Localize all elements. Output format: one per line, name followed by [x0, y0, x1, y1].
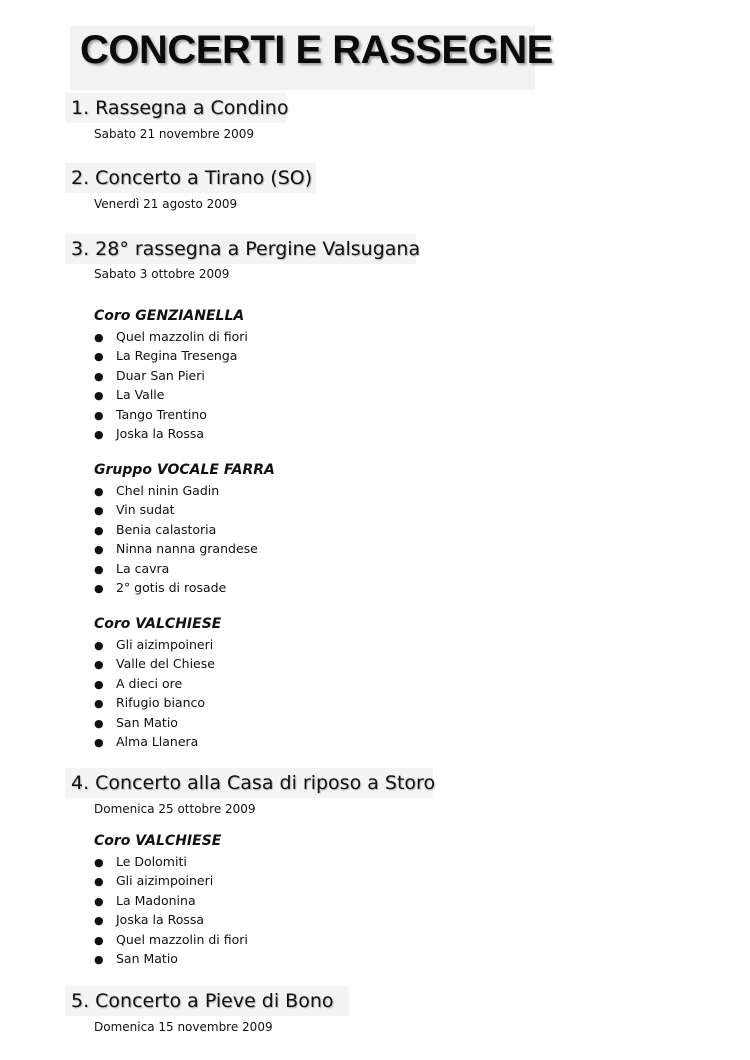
- song-item: ● Benia calastoria: [94, 520, 258, 539]
- section-2-date: Venerdì 21 agosto 2009: [94, 197, 238, 211]
- song-item: ● Rifugio bianco: [94, 693, 215, 712]
- section-title: Concerto alla Casa di riposo a Storo: [95, 772, 436, 794]
- bullet-icon: ●: [94, 933, 104, 947]
- bullet-icon: ●: [94, 677, 104, 691]
- bullet-icon: ●: [94, 697, 104, 711]
- song-item: ● Joska la Rossa: [94, 424, 248, 443]
- bullet-icon: ●: [94, 716, 104, 730]
- bullet-icon: ●: [94, 523, 104, 537]
- bullet-icon: ●: [94, 856, 104, 869]
- section-number: 5.: [71, 990, 90, 1012]
- section-5-date: Domenica 15 novembre 2009: [94, 1020, 273, 1034]
- bullet-icon: ●: [94, 408, 104, 422]
- song-item: ● Vin sudat: [94, 500, 258, 519]
- choir-genzianella-songs: [94, 327, 248, 443]
- bullet-icon: ●: [94, 389, 104, 403]
- section-2-heading: [65, 163, 316, 193]
- song-item: ● San Matio: [94, 949, 248, 968]
- bullet-icon: ●: [94, 914, 104, 928]
- song-item: ● La Madonina: [94, 891, 248, 910]
- song-item: ● Valle del Chiese: [94, 654, 215, 673]
- section-3-heading: [65, 234, 421, 264]
- bullet-icon: ●: [94, 369, 104, 383]
- choir-farra-title: Gruppo VOCALE FARRA: [94, 462, 275, 478]
- section-1-date: Sabato 21 novembre 2009: [94, 127, 255, 141]
- song-item: ● Le Dolomiti: [94, 852, 248, 871]
- bullet-icon: ●: [94, 427, 104, 441]
- song-item: ● La Valle: [94, 385, 248, 404]
- song-item: ● Tango Trentino: [94, 405, 248, 424]
- choir-farra-songs: [94, 481, 258, 597]
- song-item: ● Joska la Rossa: [94, 910, 248, 929]
- section-title: Rassegna a Condino: [95, 97, 289, 119]
- song-item: ● Quel mazzolin di fiori: [94, 327, 248, 346]
- section-number: 4.: [71, 772, 90, 794]
- song-item: ● Quel mazzolin di fiori: [94, 930, 248, 949]
- section-5-heading: [65, 986, 349, 1016]
- song-item: ● San Matio: [94, 713, 215, 732]
- section-4-date: Domenica 25 ottobre 2009: [94, 802, 256, 816]
- choir-valchiese-storo-songs: [94, 852, 248, 968]
- page-title-box: [70, 26, 553, 90]
- page-title: CONCERTI E RASSEGNE: [80, 28, 553, 72]
- song-item: ● Duar San Pieri: [94, 366, 248, 385]
- bullet-icon: ●: [94, 894, 104, 908]
- song-item: ● La Regina Tresenga: [94, 346, 248, 365]
- song-item: ● Gli aizimpoineri: [94, 635, 215, 654]
- song-item: ● La cavra: [94, 559, 258, 578]
- song-item: ● Chel ninin Gadin: [94, 481, 258, 500]
- bullet-icon: ●: [94, 485, 104, 498]
- song-item: ● Ninna nanna grandese: [94, 539, 258, 558]
- bullet-icon: ●: [94, 658, 104, 672]
- bullet-icon: ●: [94, 581, 104, 595]
- bullet-icon: ●: [94, 331, 104, 344]
- section-1-heading: [65, 93, 289, 123]
- song-item: ● Alma Llanera: [94, 732, 215, 751]
- choir-genzianella-title: Coro GENZIANELLA: [94, 308, 245, 324]
- bullet-icon: ●: [94, 562, 104, 576]
- section-title: Concerto a Tirano (SO): [95, 167, 313, 189]
- bullet-icon: ●: [94, 504, 104, 518]
- section-title: 28° rassegna a Pergine Valsugana: [95, 238, 421, 260]
- choir-valchiese-title: Coro VALCHIESE: [94, 616, 222, 632]
- section-number: 2.: [71, 167, 90, 189]
- section-number: 1.: [71, 97, 90, 119]
- bullet-icon: ●: [94, 952, 104, 966]
- section-title: Concerto a Pieve di Bono: [95, 990, 334, 1012]
- bullet-icon: ●: [94, 735, 104, 749]
- bullet-icon: ●: [94, 639, 104, 652]
- bullet-icon: ●: [94, 875, 104, 889]
- song-item: ● A dieci ore: [94, 674, 215, 693]
- section-number: 3.: [71, 238, 90, 260]
- choir-valchiese-songs: [94, 635, 215, 751]
- section-4-heading: [65, 768, 436, 798]
- song-item: ● Gli aizimpoineri: [94, 871, 248, 890]
- choir-valchiese-storo-title: Coro VALCHIESE: [94, 833, 222, 849]
- bullet-icon: ●: [94, 543, 104, 557]
- section-3-date: Sabato 3 ottobre 2009: [94, 267, 230, 281]
- bullet-icon: ●: [94, 350, 104, 364]
- song-item: ● 2° gotis di rosade: [94, 578, 258, 597]
